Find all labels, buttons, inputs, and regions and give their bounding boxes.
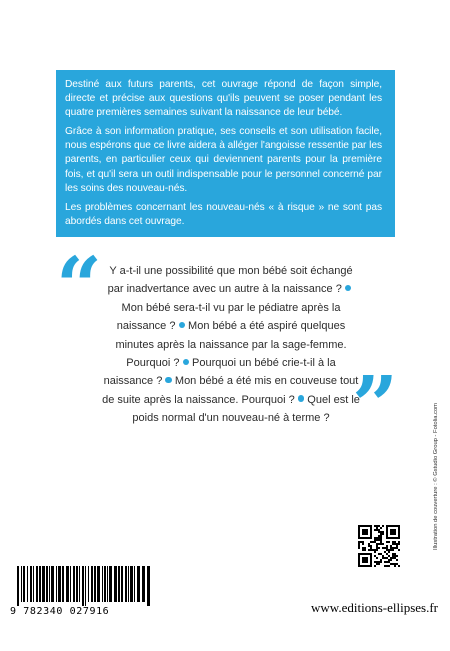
qr-module — [396, 543, 398, 545]
barcode-bar — [58, 566, 61, 602]
qr-module — [382, 533, 384, 535]
qr-module — [386, 553, 388, 555]
qr-module — [382, 555, 384, 557]
qr-code-icon — [358, 525, 400, 567]
cover-credit-text: Illustration de couverture : © Gstudio Group - Fotolia.com — [433, 402, 439, 550]
barcode-bar — [33, 566, 34, 602]
qr-module — [388, 561, 390, 563]
barcode-bar — [130, 566, 133, 602]
qr-module — [394, 555, 396, 557]
qr-module — [392, 563, 394, 565]
barcode-bar — [30, 566, 32, 602]
qr-module — [358, 543, 360, 545]
qr-module — [376, 557, 378, 559]
qr-module — [384, 557, 386, 559]
barcode-bar — [121, 566, 123, 602]
barcode-bar — [128, 566, 129, 602]
qr-module — [380, 553, 382, 555]
barcode-bar — [109, 566, 112, 602]
qr-module — [374, 555, 376, 557]
qr-module — [362, 543, 364, 545]
barcode-bar — [73, 566, 75, 602]
barcode-bar — [85, 566, 86, 606]
qr-module — [392, 555, 394, 557]
qr-module — [358, 547, 360, 549]
bullet-dot-icon — [298, 395, 305, 402]
qr-module — [374, 565, 376, 567]
qr-module — [378, 561, 380, 563]
qr-module — [374, 539, 376, 541]
barcode-bar — [114, 566, 117, 602]
qr-module — [396, 547, 398, 549]
qr-module — [376, 529, 378, 531]
qr-module — [380, 543, 382, 545]
qr-module — [370, 547, 372, 549]
qr-module — [376, 561, 378, 563]
barcode-bar — [88, 566, 89, 602]
qr-module — [388, 565, 390, 567]
qr-module — [372, 549, 374, 551]
barcode-bar — [42, 566, 45, 602]
intro-paragraph-3: Les problèmes concernant les nouveau-nés « à risque » ne sont pas abordés dans cet ouvrage. — [65, 201, 382, 227]
intro-box — [56, 70, 395, 237]
qr-finder — [362, 529, 368, 535]
question-2: Mon bébé sera-t-il vu par le pédiatre après la naissance ? — [116, 301, 341, 333]
qr-module — [376, 537, 378, 539]
qr-module — [380, 561, 382, 563]
qr-module — [386, 561, 388, 563]
qr-module — [388, 551, 390, 553]
question-5: Mon bébé a été mis en couveuse tout de suite après la naissance. Pourquoi ? — [102, 375, 359, 406]
right-quote-icon: ” — [352, 358, 399, 452]
qr-module — [392, 557, 394, 559]
qr-finder — [390, 529, 396, 535]
qr-module — [384, 547, 386, 549]
barcode-bar — [102, 566, 103, 602]
bullet-dot-icon — [345, 285, 352, 292]
qr-finder — [362, 557, 368, 563]
qr-module — [372, 541, 374, 543]
qr-module — [382, 531, 384, 533]
qr-module — [396, 559, 398, 561]
qr-module — [398, 565, 400, 567]
qr-module — [394, 563, 396, 565]
qr-module — [394, 543, 396, 545]
barcode-bar — [134, 566, 135, 602]
qr-module — [380, 537, 382, 539]
qr-module — [398, 543, 400, 545]
barcode-bar — [142, 566, 145, 602]
barcode-bar — [46, 566, 48, 602]
qr-module — [380, 559, 382, 561]
qr-module — [386, 547, 388, 549]
barcode-bar — [70, 566, 71, 602]
barcode-bar — [66, 566, 69, 602]
barcode-bar — [104, 566, 106, 602]
qr-module — [374, 525, 376, 527]
qr-module — [376, 525, 378, 527]
qr-module — [392, 549, 394, 551]
bullet-dot-icon — [165, 377, 172, 384]
qr-module — [378, 529, 380, 531]
qr-module — [380, 539, 382, 541]
barcode-bar — [49, 566, 50, 602]
qr-module — [374, 529, 376, 531]
question-1: Y a-t-il une possibilité que mon bébé soit échangé par inadvertance avec un autre à la naissance ? — [107, 265, 353, 296]
barcode-bar — [51, 566, 54, 602]
barcode-bar — [137, 566, 140, 602]
qr-module — [394, 557, 396, 559]
qr-module — [376, 563, 378, 565]
qr-module — [378, 531, 380, 533]
qr-module — [362, 547, 364, 549]
barcode-bar — [17, 566, 19, 606]
qr-module — [394, 547, 396, 549]
qr-module — [378, 553, 380, 555]
qr-module — [386, 557, 388, 559]
qr-module — [380, 541, 382, 543]
qr-module — [386, 549, 388, 551]
qr-module — [358, 541, 360, 543]
barcode-bar — [39, 566, 41, 602]
qr-module — [376, 549, 378, 551]
qr-module — [384, 565, 386, 567]
qr-module — [388, 541, 390, 543]
qr-module — [386, 545, 388, 547]
qr-module — [360, 541, 362, 543]
qr-module — [398, 541, 400, 543]
qr-module — [374, 541, 376, 543]
qr-module — [370, 549, 372, 551]
qr-module — [384, 561, 386, 563]
qr-module — [388, 559, 390, 561]
qr-module — [374, 537, 376, 539]
barcode-bar — [97, 566, 100, 602]
barcode-bar — [125, 566, 127, 602]
qr-module — [378, 563, 380, 565]
qr-module — [394, 541, 396, 543]
qr-module — [386, 565, 388, 567]
qr-module — [368, 545, 370, 547]
bullet-dot-icon — [179, 322, 186, 329]
publisher-website: www.editions-ellipses.fr — [311, 600, 438, 615]
qr-module — [368, 549, 370, 551]
qr-module — [398, 549, 400, 551]
qr-module — [380, 527, 382, 529]
isbn-number: 9 782340 027916 — [10, 606, 110, 617]
barcode-bar — [62, 566, 64, 602]
qr-module — [374, 561, 376, 563]
qr-module — [378, 525, 380, 527]
qr-module — [370, 545, 372, 547]
qr-module — [390, 557, 392, 559]
qr-module — [392, 543, 394, 545]
barcode-bar — [91, 566, 93, 602]
qr-module — [376, 527, 378, 529]
qr-module — [378, 547, 380, 549]
qr-module — [378, 537, 380, 539]
qr-module — [376, 547, 378, 549]
qr-module — [374, 551, 376, 553]
qr-module — [376, 545, 378, 547]
qr-module — [364, 547, 366, 549]
qr-module — [382, 525, 384, 527]
question-6: Quel est le poids normal d'un nouveau-né à terme ? — [132, 393, 360, 425]
qr-module — [384, 551, 386, 553]
qr-module — [390, 549, 392, 551]
qr-module — [364, 549, 366, 551]
barcode — [17, 566, 151, 606]
intro-paragraph-2: Grâce à son information pratique, ses conseils et son utilisation facile, nous espérons que ce livre aidera à alléger l'angoisse ressentie par les parents, en particulier ceux qui deviennent parents pour la première fois, et qu'il sera un outil indispensable pour le personnel concerné par les soins des nouveau-nés. — [65, 126, 382, 194]
qr-module — [388, 549, 390, 551]
barcode-bar — [76, 566, 78, 602]
qr-module — [396, 545, 398, 547]
barcode-bar — [147, 566, 150, 606]
barcode-bar — [94, 566, 96, 602]
qr-module — [362, 549, 364, 551]
qr-module — [396, 555, 398, 557]
barcode-bar — [36, 566, 38, 602]
qr-module — [370, 541, 372, 543]
barcode-bar — [23, 566, 25, 602]
barcode-bar — [21, 566, 22, 602]
barcode-bar — [82, 566, 84, 606]
qr-module — [392, 541, 394, 543]
qr-module — [382, 543, 384, 545]
qr-module — [382, 557, 384, 559]
question-3: Mon bébé a été aspiré quelques minutes après la naissance par la sage-femme. Pourquoi ? — [115, 320, 347, 370]
qr-module — [358, 545, 360, 547]
qr-module — [380, 531, 382, 533]
qr-module — [388, 555, 390, 557]
qr-module — [378, 539, 380, 541]
qr-module — [390, 563, 392, 565]
qr-module — [374, 549, 376, 551]
qr-module — [378, 535, 380, 537]
barcode-bar — [107, 566, 108, 602]
barcode-bar — [118, 566, 120, 602]
qr-module — [376, 539, 378, 541]
qr-module — [390, 547, 392, 549]
qr-module — [396, 563, 398, 565]
qr-module — [394, 553, 396, 555]
qr-module — [382, 547, 384, 549]
question-4: Pourquoi un bébé crie-t-il à la naissance ? — [103, 357, 336, 388]
qr-module — [386, 541, 388, 543]
qr-module — [394, 565, 396, 567]
qr-module — [390, 559, 392, 561]
qr-module — [380, 535, 382, 537]
intro-paragraph-1: Destiné aux futurs parents, cet ouvrage répond de façon simple, directe et précise aux questions qu'ils peuvent se poser pendant les quatre premières semaines suivant la naissance de leur bébé. — [65, 79, 382, 119]
questions-block — [100, 262, 362, 428]
qr-module — [390, 545, 392, 547]
qr-module — [392, 553, 394, 555]
qr-module — [368, 543, 370, 545]
barcode-bar — [79, 566, 80, 602]
left-quote-icon: “ — [56, 239, 103, 333]
qr-module — [378, 543, 380, 545]
qr-module — [362, 541, 364, 543]
barcode-bar — [56, 566, 57, 602]
barcode-bar — [27, 566, 28, 602]
qr-module — [376, 543, 378, 545]
qr-module — [392, 547, 394, 549]
qr-module — [380, 533, 382, 535]
bullet-dot-icon — [183, 359, 190, 366]
